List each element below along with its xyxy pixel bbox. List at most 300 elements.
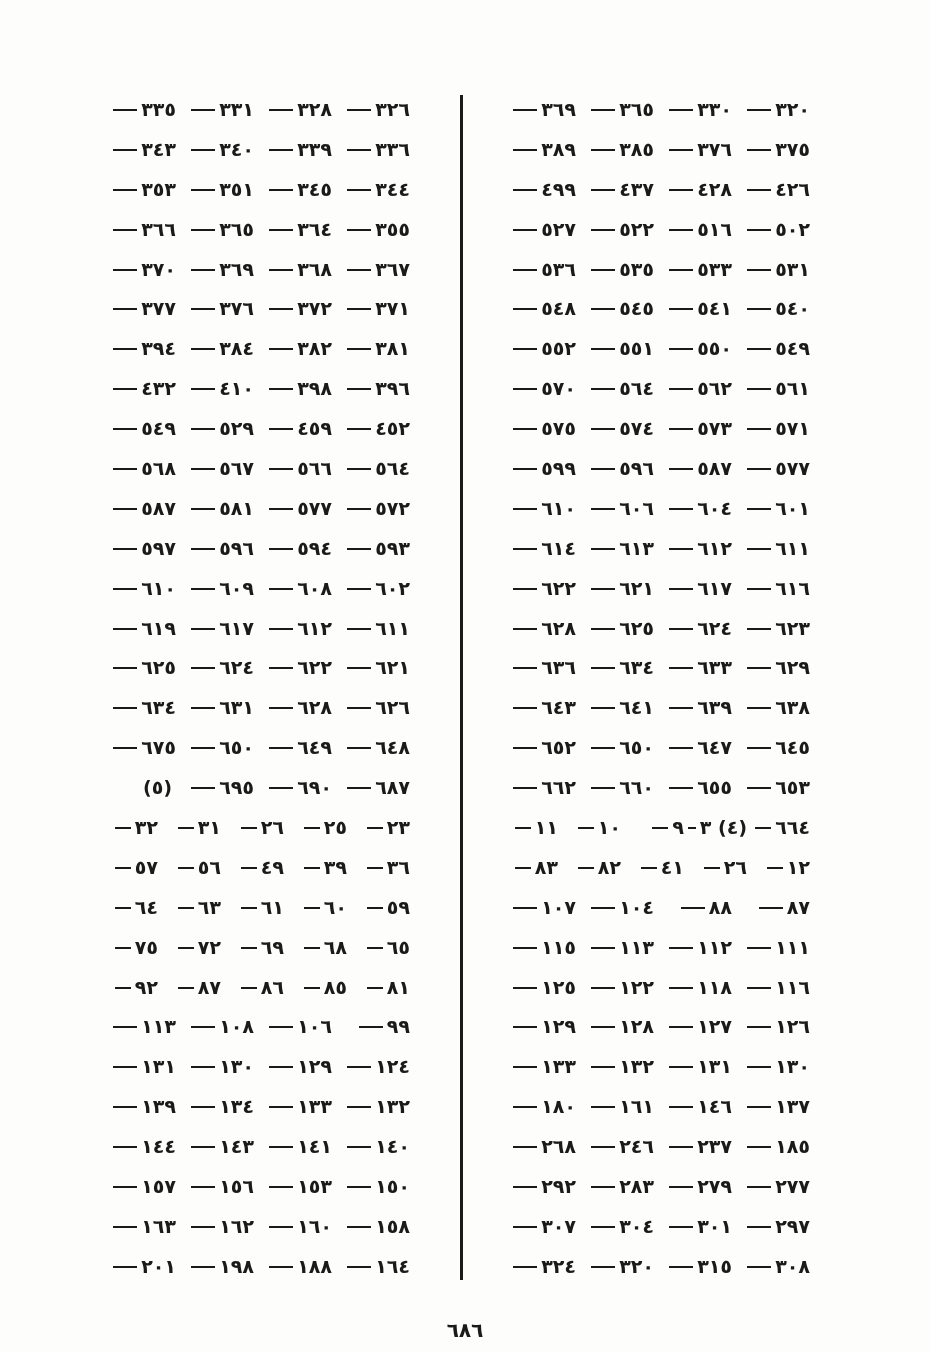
dash-separator bbox=[191, 1106, 215, 1108]
index-entry bbox=[576, 538, 654, 560]
index-entry bbox=[498, 897, 576, 919]
index-entry bbox=[498, 937, 576, 959]
dash-separator bbox=[513, 987, 537, 989]
dash-separator bbox=[113, 109, 137, 111]
dash-separator bbox=[513, 947, 537, 949]
page-reference: ١٣٣ bbox=[297, 1096, 332, 1119]
page-reference: ٦٣٤ bbox=[619, 657, 654, 680]
dash-separator bbox=[113, 149, 137, 151]
page-reference: ١٣١ bbox=[141, 1056, 176, 1079]
dash-separator bbox=[304, 987, 320, 989]
page-reference: ١٥٨ bbox=[375, 1215, 410, 1238]
index-entry bbox=[98, 458, 176, 480]
index-entry bbox=[654, 777, 732, 799]
dash-separator bbox=[347, 189, 371, 191]
dash-separator bbox=[591, 1146, 615, 1148]
dash-separator bbox=[747, 667, 771, 669]
dash-separator bbox=[191, 229, 215, 231]
dash-separator bbox=[347, 1106, 371, 1108]
page-reference: ٦٠٢ bbox=[375, 577, 410, 600]
page-reference: ٣٦٤ bbox=[297, 218, 332, 241]
dash-separator bbox=[759, 907, 783, 909]
index-entry bbox=[332, 99, 410, 121]
dash-separator bbox=[113, 548, 137, 550]
index-row bbox=[470, 489, 810, 529]
index-entry bbox=[98, 338, 176, 360]
index-row bbox=[70, 888, 410, 928]
index-row bbox=[70, 1247, 410, 1287]
dash-separator bbox=[513, 1186, 537, 1188]
dash-separator bbox=[304, 827, 320, 829]
page-reference: ١٥٧ bbox=[141, 1175, 176, 1198]
dash-separator bbox=[747, 1226, 771, 1228]
page-reference: ٥٧٤ bbox=[619, 418, 654, 441]
dash-separator bbox=[191, 1266, 215, 1268]
index-entry bbox=[654, 179, 732, 201]
page-reference: ٦٦٤ bbox=[775, 816, 810, 839]
page-reference: ٥٣٦ bbox=[541, 258, 576, 281]
index-entry bbox=[498, 458, 576, 480]
dash-separator bbox=[747, 1266, 771, 1268]
dash-separator bbox=[191, 428, 215, 430]
index-entry bbox=[284, 937, 347, 959]
dash-separator bbox=[681, 907, 705, 909]
dash-separator bbox=[669, 947, 693, 949]
page-reference: ٦٢٤ bbox=[697, 617, 732, 640]
page-reference: ٢٥ bbox=[323, 816, 347, 839]
page-reference: ٣٨٥ bbox=[619, 138, 654, 161]
index-entry bbox=[498, 179, 576, 201]
dash-separator bbox=[113, 1266, 137, 1268]
page-reference: ٣٧٠ bbox=[141, 258, 176, 281]
index-row bbox=[470, 289, 810, 329]
index-entry bbox=[98, 618, 176, 640]
index-entry bbox=[98, 179, 176, 201]
dash-separator bbox=[513, 907, 537, 909]
page-reference: ٦٠٤ bbox=[697, 497, 732, 520]
dash-separator bbox=[513, 588, 537, 590]
index-entry bbox=[221, 857, 284, 879]
page-reference: ٦٧٥ bbox=[141, 737, 176, 760]
dash-separator bbox=[513, 109, 537, 111]
dash-separator bbox=[669, 348, 693, 350]
index-entry bbox=[176, 737, 254, 759]
dash-separator bbox=[747, 1106, 771, 1108]
page-reference: ٣٠٧ bbox=[541, 1215, 576, 1238]
dash-separator bbox=[513, 1226, 537, 1228]
dash-separator bbox=[513, 1026, 537, 1028]
dash-separator bbox=[591, 707, 615, 709]
index-entry bbox=[332, 418, 410, 440]
dash-separator bbox=[269, 468, 293, 470]
index-entry bbox=[576, 777, 654, 799]
index-entry bbox=[176, 1176, 254, 1198]
page-reference: ٥٩٩ bbox=[541, 457, 576, 480]
page-reference: ١٣٩ bbox=[141, 1096, 176, 1119]
page-reference: ١٦٣ bbox=[141, 1215, 176, 1238]
dash-separator bbox=[513, 149, 537, 151]
dash-separator bbox=[191, 269, 215, 271]
index-entry bbox=[332, 1176, 410, 1198]
dash-separator bbox=[747, 1146, 771, 1148]
page-reference: ٥٧٣ bbox=[697, 418, 732, 441]
page-reference: ٦١٠ bbox=[141, 577, 176, 600]
page-reference: ٦٢٢ bbox=[541, 577, 576, 600]
dash-separator bbox=[591, 109, 615, 111]
dash-separator bbox=[747, 1026, 771, 1028]
index-row bbox=[470, 130, 810, 170]
page-reference: ٦٣ bbox=[197, 896, 221, 919]
index-entry bbox=[654, 578, 732, 600]
page-reference: ٨٦ bbox=[260, 976, 284, 999]
page-reference: ٤٥٢ bbox=[375, 418, 410, 441]
page-reference: ٦٩٥ bbox=[219, 777, 254, 800]
page-reference: ٦١٧ bbox=[219, 617, 254, 640]
index-entry bbox=[254, 1136, 332, 1158]
index-row bbox=[70, 928, 410, 968]
page-reference: ٥٢٧ bbox=[541, 218, 576, 241]
dash-separator bbox=[591, 428, 615, 430]
dash-separator bbox=[367, 987, 383, 989]
page-reference: ١٦٢ bbox=[219, 1215, 254, 1238]
page-reference: ٥٣٣ bbox=[697, 258, 732, 281]
dash-separator bbox=[347, 269, 371, 271]
dash-separator bbox=[747, 548, 771, 550]
page-reference: ٥٤٥ bbox=[619, 298, 654, 321]
index-entry bbox=[576, 259, 654, 281]
dash-separator bbox=[347, 1226, 371, 1228]
index-row bbox=[70, 569, 410, 609]
page-reference: ٣٧١ bbox=[375, 298, 410, 321]
page-reference: ٦٥٢ bbox=[541, 737, 576, 760]
dash-separator bbox=[269, 428, 293, 430]
index-entry bbox=[254, 498, 332, 520]
dash-separator bbox=[747, 747, 771, 749]
dash-separator bbox=[113, 1026, 137, 1028]
page-reference: ١٦٤ bbox=[375, 1255, 410, 1278]
index-entry bbox=[498, 618, 576, 640]
dash-separator bbox=[347, 747, 371, 749]
index-entry bbox=[254, 657, 332, 679]
page-reference: ١٠٤ bbox=[619, 896, 654, 919]
index-entry bbox=[732, 578, 810, 600]
index-entry bbox=[498, 1256, 576, 1278]
dash-separator bbox=[591, 1266, 615, 1268]
index-row bbox=[70, 1007, 410, 1047]
index-entry bbox=[176, 139, 254, 161]
index-entry bbox=[98, 298, 176, 320]
dash-separator bbox=[591, 588, 615, 590]
dash-separator bbox=[347, 348, 371, 350]
index-entry bbox=[654, 937, 732, 959]
index-entry bbox=[576, 1016, 654, 1038]
dash-separator bbox=[269, 667, 293, 669]
index-entry bbox=[732, 298, 810, 320]
page-reference: ٣٢٠ bbox=[775, 98, 810, 121]
index-row bbox=[470, 888, 810, 928]
index-entry bbox=[332, 1216, 410, 1238]
index-entry bbox=[576, 1136, 654, 1158]
index-entry bbox=[98, 1056, 176, 1078]
dash-separator bbox=[591, 468, 615, 470]
dash-separator bbox=[269, 1266, 293, 1268]
page-reference: ١٠٧ bbox=[541, 896, 576, 919]
index-entry bbox=[576, 179, 654, 201]
index-entry bbox=[654, 1216, 732, 1238]
dash-separator bbox=[191, 667, 215, 669]
page-reference: ٦١٤ bbox=[541, 537, 576, 560]
dash-separator bbox=[241, 987, 257, 989]
index-row bbox=[70, 409, 410, 449]
page-reference: ٦٣٦ bbox=[541, 657, 576, 680]
page-reference: ٦١٧ bbox=[697, 577, 732, 600]
dash-separator bbox=[347, 1066, 371, 1068]
index-entry bbox=[498, 777, 576, 799]
page-reference: ٦٢٨ bbox=[297, 697, 332, 720]
index-entry bbox=[732, 697, 810, 719]
index-row bbox=[70, 1207, 410, 1247]
index-entry bbox=[498, 657, 576, 679]
index-entry bbox=[498, 259, 576, 281]
dash-separator bbox=[191, 508, 215, 510]
page-reference: ١١٣ bbox=[141, 1016, 176, 1039]
dash-separator bbox=[269, 109, 293, 111]
index-row bbox=[70, 728, 410, 768]
index-entry bbox=[498, 338, 576, 360]
index-entry bbox=[95, 857, 158, 879]
dash-separator bbox=[591, 1026, 615, 1028]
index-entry bbox=[576, 458, 654, 480]
index-entry bbox=[732, 1216, 810, 1238]
index-entry bbox=[732, 418, 810, 440]
dash-separator bbox=[269, 348, 293, 350]
index-entry bbox=[221, 977, 284, 999]
dash-separator bbox=[591, 1066, 615, 1068]
page-reference: ٦٣٨ bbox=[775, 697, 810, 720]
dash-separator bbox=[191, 189, 215, 191]
page-reference: ٣٢٤ bbox=[541, 1255, 576, 1278]
dash-separator bbox=[747, 308, 771, 310]
page-reference: ٧٢ bbox=[197, 936, 221, 959]
page-reference: ١٤٤ bbox=[141, 1136, 176, 1159]
dash-separator bbox=[269, 308, 293, 310]
page-reference: ٦١١ bbox=[375, 617, 410, 640]
dash-separator bbox=[591, 1186, 615, 1188]
page-reference: ١١٣ bbox=[619, 936, 654, 959]
index-entry bbox=[158, 857, 221, 879]
page-reference: ١١١ bbox=[775, 936, 810, 959]
dash-separator bbox=[591, 189, 615, 191]
dash-separator bbox=[347, 308, 371, 310]
dash-separator bbox=[359, 1026, 383, 1028]
index-entry bbox=[95, 897, 158, 919]
dash-separator bbox=[747, 787, 771, 789]
index-entry bbox=[654, 538, 732, 560]
page-reference: ٥٧٧ bbox=[297, 497, 332, 520]
dash-separator bbox=[669, 388, 693, 390]
page-reference: ١٦١ bbox=[619, 1096, 654, 1119]
dash-separator bbox=[191, 1066, 215, 1068]
dash-separator bbox=[591, 548, 615, 550]
page-reference: ٦٣٣ bbox=[697, 657, 732, 680]
page-reference: ٨٢ bbox=[597, 856, 621, 879]
page-reference: ١٤٦ bbox=[697, 1096, 732, 1119]
index-entry bbox=[347, 937, 410, 959]
page-reference: ٦٠٨ bbox=[297, 577, 332, 600]
dash-separator bbox=[747, 947, 771, 949]
page-reference: ٥٨٧ bbox=[697, 457, 732, 480]
page-reference: ٣٤٣ bbox=[141, 138, 176, 161]
dash-separator bbox=[191, 588, 215, 590]
index-row bbox=[70, 688, 410, 728]
dash-separator bbox=[747, 1186, 771, 1188]
page-reference: ١٣٢ bbox=[619, 1056, 654, 1079]
dash-separator bbox=[115, 907, 131, 909]
index-row bbox=[70, 808, 410, 848]
dash-separator bbox=[347, 787, 371, 789]
page-reference: ٩ bbox=[672, 816, 684, 839]
index-row bbox=[470, 688, 810, 728]
index-row bbox=[470, 250, 810, 290]
index-entry bbox=[176, 1256, 254, 1278]
index-entry bbox=[332, 1096, 410, 1118]
page-reference: ٦١٦ bbox=[775, 577, 810, 600]
page-reference: ٣٦ bbox=[386, 856, 410, 879]
index-row bbox=[470, 170, 810, 210]
dash-separator bbox=[191, 1186, 215, 1188]
page-reference: ٨٨ bbox=[708, 896, 732, 919]
index-entry bbox=[176, 418, 254, 440]
page-reference: ٣٩٨ bbox=[297, 378, 332, 401]
index-entry bbox=[654, 259, 732, 281]
page-reference: ٢٤٦ bbox=[619, 1136, 654, 1159]
page-reference: ٥٠٢ bbox=[775, 218, 810, 241]
index-row bbox=[70, 529, 410, 569]
left-index-column bbox=[70, 90, 410, 1287]
index-entry bbox=[95, 937, 158, 959]
page-reference: ٦٤١ bbox=[619, 697, 654, 720]
page-reference: ٥٦٨ bbox=[141, 457, 176, 480]
page-reference: ٣٦٩ bbox=[219, 258, 254, 281]
index-entry bbox=[732, 618, 810, 640]
dash-separator bbox=[115, 947, 131, 949]
page-reference: ٦٣٤ bbox=[141, 697, 176, 720]
index-entry bbox=[654, 1136, 732, 1158]
dash-separator bbox=[113, 348, 137, 350]
index-entry bbox=[254, 697, 332, 719]
index-entry bbox=[254, 1096, 332, 1118]
dash-separator bbox=[304, 867, 320, 869]
page-reference: ٣٥٣ bbox=[141, 178, 176, 201]
index-entry bbox=[176, 697, 254, 719]
dash-separator bbox=[747, 149, 771, 151]
index-entry bbox=[176, 259, 254, 281]
dash-separator bbox=[669, 428, 693, 430]
index-entry bbox=[654, 219, 732, 241]
index-entry bbox=[732, 657, 810, 679]
index-entry bbox=[654, 458, 732, 480]
dash-separator bbox=[191, 1026, 215, 1028]
page-reference: ٥٧٠ bbox=[541, 378, 576, 401]
page-reference: ٨٧ bbox=[197, 976, 221, 999]
dash-separator bbox=[669, 468, 693, 470]
page-reference: ٦١٠ bbox=[541, 497, 576, 520]
index-entry bbox=[498, 378, 576, 400]
page-reference: ٦٦٠ bbox=[619, 777, 654, 800]
index-entry bbox=[498, 1096, 576, 1118]
page-reference: ٣٣٥ bbox=[141, 98, 176, 121]
page-reference: ٨١ bbox=[386, 976, 410, 999]
dash-separator bbox=[513, 269, 537, 271]
dash-separator bbox=[513, 388, 537, 390]
dash-separator bbox=[669, 189, 693, 191]
dash-separator bbox=[513, 229, 537, 231]
page-reference: ٦٠٦ bbox=[619, 497, 654, 520]
page-reference: ١٠٨ bbox=[219, 1016, 254, 1039]
page-reference: ٦٤٨ bbox=[375, 737, 410, 760]
index-entry bbox=[332, 338, 410, 360]
page-reference: ١٥٠ bbox=[375, 1175, 410, 1198]
index-row bbox=[470, 210, 810, 250]
index-entry bbox=[332, 219, 410, 241]
index-entry bbox=[732, 777, 810, 799]
index-entry bbox=[332, 458, 410, 480]
dash-separator bbox=[669, 667, 693, 669]
index-entry bbox=[332, 1256, 410, 1278]
page-reference: ٦٨٧ bbox=[375, 777, 410, 800]
index-entry bbox=[732, 338, 810, 360]
page-reference: ٥٧٥ bbox=[541, 418, 576, 441]
index-entry bbox=[221, 937, 284, 959]
dash-separator bbox=[191, 388, 215, 390]
page-reference: ٣٧٧ bbox=[141, 298, 176, 321]
index-entry bbox=[498, 737, 576, 759]
index-entry bbox=[732, 1256, 810, 1278]
index-entry bbox=[332, 737, 410, 759]
dash-separator bbox=[669, 1026, 693, 1028]
index-entry bbox=[284, 817, 347, 839]
dash-separator bbox=[767, 867, 783, 869]
index-entry bbox=[576, 498, 654, 520]
dash-separator bbox=[113, 707, 137, 709]
page-reference: ٥٦٦ bbox=[297, 457, 332, 480]
page-reference: ١٣٢ bbox=[375, 1096, 410, 1119]
page-reference: ٦٢٤ bbox=[219, 657, 254, 680]
index-row bbox=[470, 449, 810, 489]
page-reference: ٩٩ bbox=[386, 1016, 410, 1039]
index-entry bbox=[654, 498, 732, 520]
page-reference: ٦٢١ bbox=[619, 577, 654, 600]
index-entry bbox=[254, 259, 332, 281]
page-reference: ٦٤٥ bbox=[775, 737, 810, 760]
page-reference: ٦١٢ bbox=[697, 537, 732, 560]
page-reference: ٢٠١ bbox=[141, 1255, 176, 1278]
index-entry bbox=[576, 897, 654, 919]
page-reference: ٣٣٦ bbox=[375, 138, 410, 161]
dash-separator bbox=[241, 827, 257, 829]
index-entry bbox=[654, 1016, 732, 1038]
page-reference: ٦١٢ bbox=[297, 617, 332, 640]
dash-separator bbox=[347, 707, 371, 709]
dash-separator bbox=[669, 1186, 693, 1188]
page-reference: ٥١٦ bbox=[697, 218, 732, 241]
index-row bbox=[70, 1167, 410, 1207]
dash-separator bbox=[367, 867, 383, 869]
index-entry bbox=[498, 1216, 576, 1238]
page-reference: ٦٢٥ bbox=[141, 657, 176, 680]
index-entry bbox=[498, 1136, 576, 1158]
dash-separator bbox=[191, 468, 215, 470]
